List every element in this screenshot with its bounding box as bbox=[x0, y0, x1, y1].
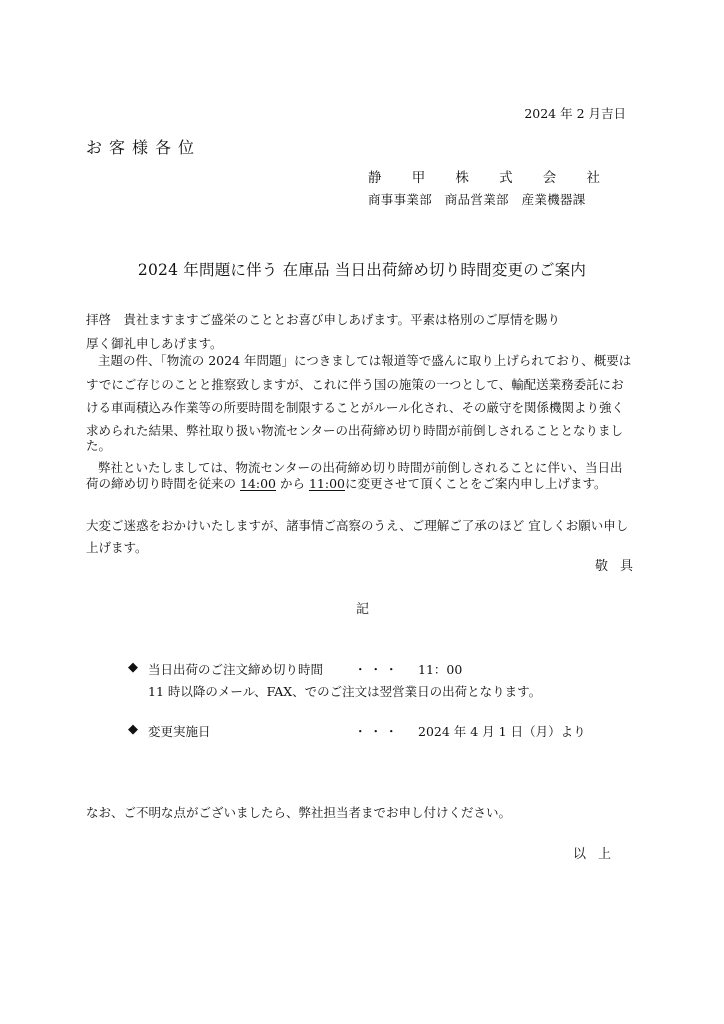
paragraph-line: た。 bbox=[86, 438, 112, 453]
paragraph-line: 主題の件、「物流の 2024 年問題」につきましては報道等で盛んに取り上げられており、概要は bbox=[98, 353, 632, 368]
notice-item-value: 11：00 bbox=[418, 662, 463, 677]
paragraph-line: 上げます。 bbox=[86, 540, 148, 555]
paragraph-text: から bbox=[276, 476, 309, 491]
notice-item-dots: ・・・ bbox=[354, 724, 401, 739]
paragraph-line bbox=[86, 474, 607, 492]
notice-item-note: 11 時以降のメール、FAX、でのご注文は翌営業日の出荷となります。 bbox=[148, 684, 542, 699]
diamond-bullet-icon: ◆ bbox=[128, 660, 138, 675]
diamond-bullet-icon: ◆ bbox=[128, 722, 138, 737]
notice-item-label: 変更実施日 bbox=[148, 724, 211, 739]
recipient-line: お客様各位 bbox=[86, 138, 202, 157]
paragraph-text: に変更させて頂くことをご案内申し上げます。 bbox=[345, 476, 607, 491]
notice-item-value: 2024 年 4 月 1 日（月）より bbox=[418, 724, 586, 739]
company-name-char: 社 bbox=[586, 170, 600, 186]
new-cutoff-time: 11:00 bbox=[308, 476, 345, 491]
company-name-char: 会 bbox=[542, 170, 557, 186]
company-name bbox=[368, 166, 600, 186]
notice-item-label: 当日出荷のご注文締め切り時間 bbox=[148, 662, 324, 677]
closing-ijo: 以上 bbox=[573, 847, 624, 862]
notice-item-dots: ・・・ bbox=[354, 662, 401, 677]
greeting-line: 厚く御礼申しあげます。 bbox=[86, 336, 223, 351]
company-name-char: 静 bbox=[368, 170, 382, 186]
paragraph-text: 荷の締め切り時間を従来の bbox=[86, 476, 240, 491]
company-name-char: 式 bbox=[499, 170, 513, 186]
company-department: 商事事業部 商品営業部 産業機器課 bbox=[368, 192, 586, 207]
contact-note: なお、ご不明な点がございましたら、弊社担当者までお申し付けください。 bbox=[86, 805, 512, 820]
document-date: 2024 年 2 月吉日 bbox=[524, 106, 626, 121]
paragraph-line: 弊社といたしましては、物流センターの出荷締め切り時間が前倒しされることに伴い、当日出 bbox=[98, 460, 623, 475]
paragraph-line: ける車両積込み作業等の所要時間を制限することがルール化され、その厳守を関係機関より強く bbox=[86, 400, 625, 415]
greeting-line: 拝啓 貴社ますますご盛栄のこととお喜び申しあげます。平素は格別のご厚情を賜り bbox=[86, 312, 561, 327]
paragraph-line: 大変ご迷惑をおかけいたしますが、諸事情ご高察のうえ、ご理解ご了承のほど 宜しくお願い申し bbox=[86, 518, 629, 533]
paragraph-line: すでにご存じのことと推察致しますが、これに伴う国の施策の一つとして、輸配送業務委託にお bbox=[86, 377, 624, 392]
old-cutoff-time: 14:00 bbox=[239, 476, 277, 491]
closing-keigu: 敬具 bbox=[595, 559, 646, 574]
document-title: 2024 年問題に伴う 在庫品 当日出荷締め切り時間変更のご案内 bbox=[137, 261, 587, 279]
ki-heading: 記 bbox=[356, 602, 370, 617]
paragraph-line: 求められた結果、弊社取り扱い物流センターの出荷締め切り時間が前倒しされることとなりまし bbox=[86, 423, 624, 438]
company-name-char: 株 bbox=[455, 170, 469, 186]
company-name-char: 甲 bbox=[411, 170, 426, 186]
